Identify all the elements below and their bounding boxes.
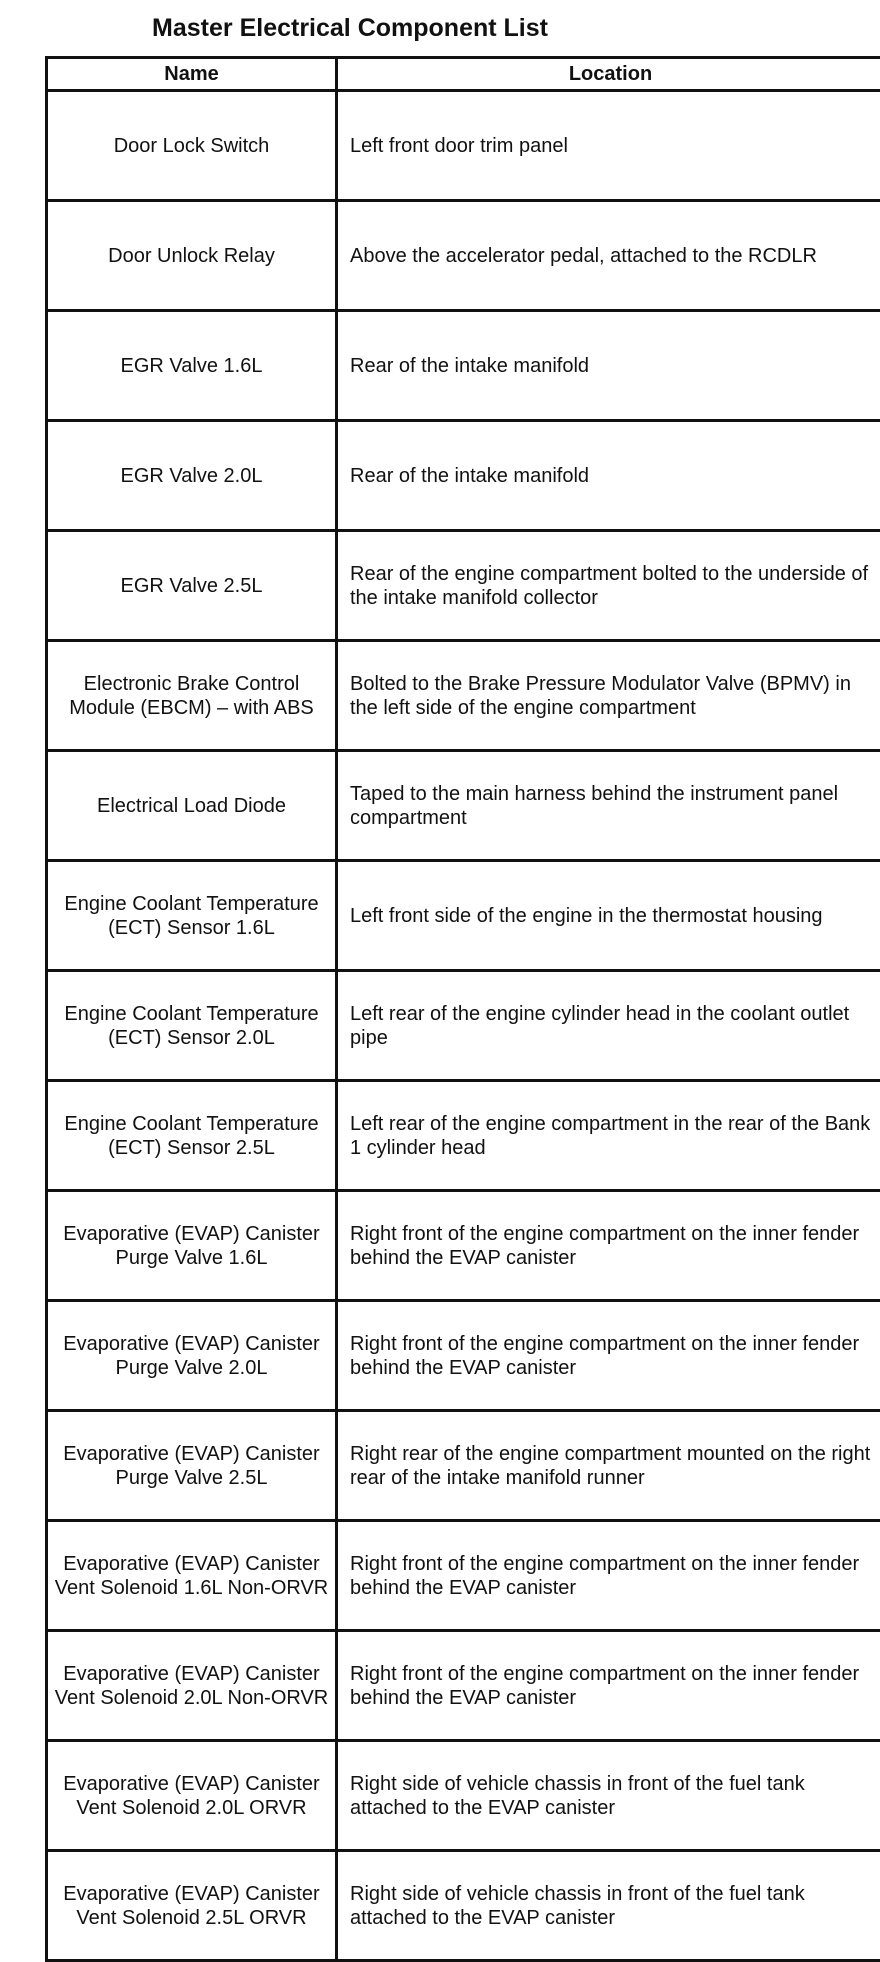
table-row xyxy=(47,1191,880,1301)
component-name-cell: Evaporative (EVAP) Canister Purge Valve 2.0L xyxy=(47,1301,337,1411)
component-name-cell: Engine Coolant Temperature (ECT) Sensor 1.6L xyxy=(47,861,337,971)
table-row xyxy=(47,311,880,421)
component-name-cell: Engine Coolant Temperature (ECT) Sensor 2.5L xyxy=(47,1081,337,1191)
component-location-cell: Right side of vehicle chassis in front of the fuel tank attached to the EVAP canister xyxy=(337,1851,880,1961)
component-name-cell: Door Unlock Relay xyxy=(47,201,337,311)
component-location-cell: Right side of vehicle chassis in front of the fuel tank attached to the EVAP canister xyxy=(337,1741,880,1851)
column-header-name: Name xyxy=(47,58,337,91)
component-name-cell: Evaporative (EVAP) Canister Vent Solenoid 2.0L ORVR xyxy=(47,1741,337,1851)
component-location-cell: Rear of the engine compartment bolted to the underside of the intake manifold collector xyxy=(337,531,880,641)
component-location-cell: Right front of the engine compartment on the inner fender behind the EVAP canister xyxy=(337,1191,880,1301)
table-row xyxy=(47,751,880,861)
table-row xyxy=(47,1631,880,1741)
table-row xyxy=(47,1521,880,1631)
component-name-cell: Door Lock Switch xyxy=(47,91,337,201)
table-row xyxy=(47,1741,880,1851)
table-header-row xyxy=(47,58,880,91)
table-row xyxy=(47,641,880,751)
component-location-cell: Right front of the engine compartment on the inner fender behind the EVAP canister xyxy=(337,1301,880,1411)
table-row xyxy=(47,1081,880,1191)
component-location-cell: Left front side of the engine in the thermostat housing xyxy=(337,861,880,971)
component-name-cell: Evaporative (EVAP) Canister Vent Solenoid 1.6L Non-ORVR xyxy=(47,1521,337,1631)
component-location-cell: Above the accelerator pedal, attached to the RCDLR xyxy=(337,201,880,311)
table-row xyxy=(47,861,880,971)
table-row xyxy=(47,1411,880,1521)
table-row xyxy=(47,421,880,531)
component-location-cell: Taped to the main harness behind the instrument panel compartment xyxy=(337,751,880,861)
table-row xyxy=(47,1301,880,1411)
component-name-cell: Evaporative (EVAP) Canister Purge Valve 1.6L xyxy=(47,1191,337,1301)
component-name-cell: Electronic Brake Control Module (EBCM) – with ABS xyxy=(47,641,337,751)
component-location-cell: Left rear of the engine compartment in the rear of the Bank 1 cylinder head xyxy=(337,1081,880,1191)
component-location-cell: Rear of the intake manifold xyxy=(337,311,880,421)
component-name-cell: Evaporative (EVAP) Canister Vent Solenoid 2.5L ORVR xyxy=(47,1851,337,1961)
column-header-location: Location xyxy=(337,58,880,91)
component-name-cell: EGR Valve 2.0L xyxy=(47,421,337,531)
table-row xyxy=(47,201,880,311)
component-name-cell: Engine Coolant Temperature (ECT) Sensor 2.0L xyxy=(47,971,337,1081)
component-location-cell: Bolted to the Brake Pressure Modulator Valve (BPMV) in the left side of the engine compartment xyxy=(337,641,880,751)
component-name-cell: Evaporative (EVAP) Canister Purge Valve 2.5L xyxy=(47,1411,337,1521)
page-title: Master Electrical Component List xyxy=(45,8,655,48)
component-name-cell: EGR Valve 2.5L xyxy=(47,531,337,641)
table-row xyxy=(47,1851,880,1961)
component-location-cell: Left rear of the engine cylinder head in the coolant outlet pipe xyxy=(337,971,880,1081)
component-name-cell: Electrical Load Diode xyxy=(47,751,337,861)
component-location-cell: Left front door trim panel xyxy=(337,91,880,201)
component-name-cell: EGR Valve 1.6L xyxy=(47,311,337,421)
component-location-cell: Right front of the engine compartment on the inner fender behind the EVAP canister xyxy=(337,1521,880,1631)
component-location-cell: Rear of the intake manifold xyxy=(337,421,880,531)
component-location-cell: Right front of the engine compartment on the inner fender behind the EVAP canister xyxy=(337,1631,880,1741)
component-table xyxy=(45,56,880,1962)
component-location-cell: Right rear of the engine compartment mounted on the right rear of the intake manifold runner xyxy=(337,1411,880,1521)
component-name-cell: Evaporative (EVAP) Canister Vent Solenoid 2.0L Non-ORVR xyxy=(47,1631,337,1741)
table-row xyxy=(47,91,880,201)
table-row xyxy=(47,971,880,1081)
table-row xyxy=(47,531,880,641)
